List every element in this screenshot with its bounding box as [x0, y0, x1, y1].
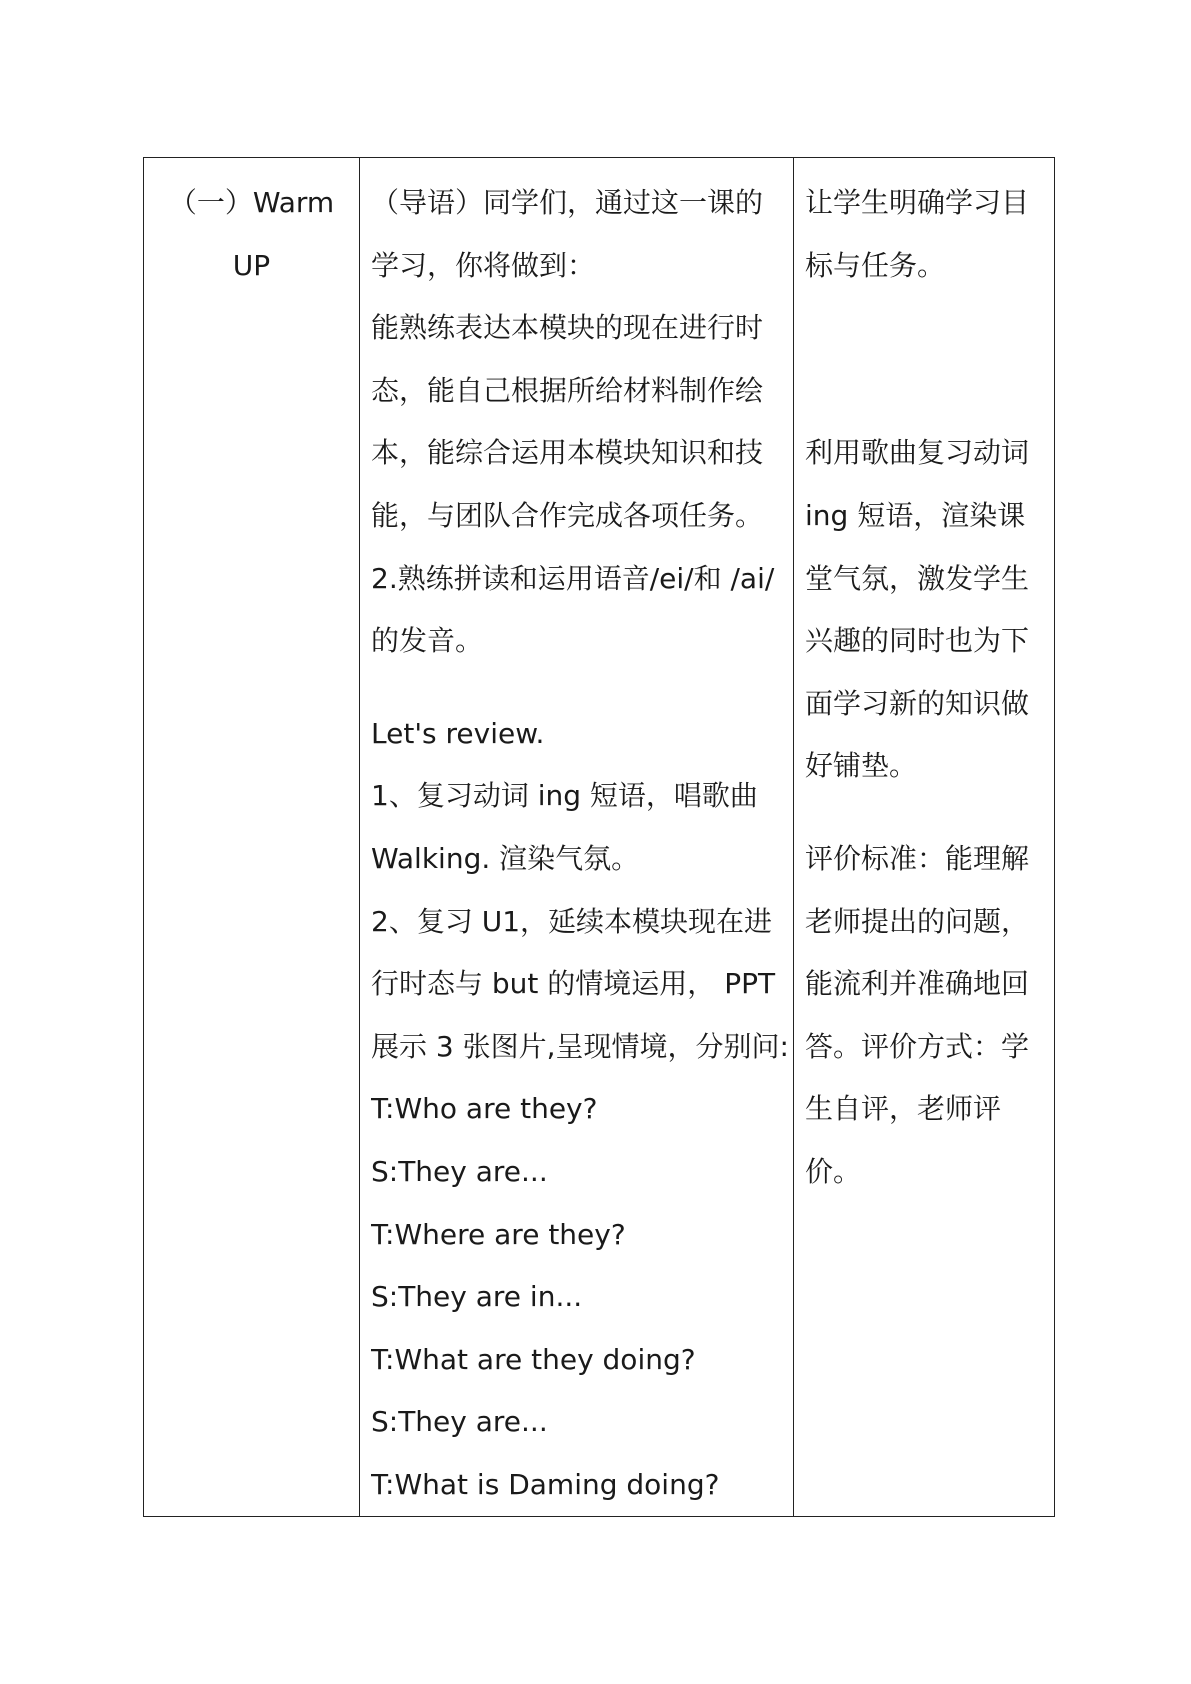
activity-review-line: 行时态与 but 的情境运用， PPT: [371, 967, 776, 1001]
activity-intro-line: 2.熟练拼读和运用语音/ei/和 /ai/: [371, 561, 775, 595]
activity-review-line: S:They are in...: [371, 1280, 583, 1314]
activity-review-line: T:Who are they?: [371, 1092, 598, 1126]
purpose-song-line: 面学习新的知识做: [805, 686, 1030, 720]
purpose-eval-line: 能流利并准确地回: [805, 967, 1030, 1001]
purpose-eval-line: 答。评价方式：学: [805, 1029, 1030, 1063]
purpose-goal-line: 标与任务。: [805, 248, 946, 282]
activity-cell: [360, 158, 794, 1517]
purpose-goal-line: 让学生明确学习目: [805, 186, 1030, 219]
purpose-song-line: ing 短语，渲染课: [805, 498, 1026, 532]
activity-review-line: S:They are...: [371, 1154, 548, 1188]
purpose-eval-line: 评价标准：能理解: [805, 841, 1030, 875]
purpose-eval-line: 老师提出的问题，: [805, 904, 1030, 938]
activity-intro-line: 态，能自己根据所给材料制作绘: [371, 373, 764, 407]
activity-review-line: 展示 3 张图片,呈现情境，分别问:: [371, 1029, 789, 1063]
purpose-song-line: 利用歌曲复习动词: [805, 436, 1030, 470]
purpose-cell: [794, 158, 1055, 1517]
activity-intro-line: 能，与团队合作完成各项任务。: [371, 498, 764, 532]
spacer: [805, 297, 1048, 360]
activity-intro-line: 能熟练表达本模块的现在进行时: [371, 311, 764, 345]
purpose-song-line: 好铺垫。: [805, 749, 918, 783]
stage-line: （一）Warm: [168, 186, 335, 219]
activity-review-line: Let's review.: [371, 716, 545, 750]
table-row: [144, 158, 1055, 1517]
activity-review-line: T:What is Daming doing?: [371, 1467, 720, 1501]
activity-review-line: Walking. 渲染气氛。: [371, 841, 640, 875]
stage-cell: [144, 158, 360, 1517]
activity-review-line: T:Where are they?: [371, 1217, 626, 1251]
activity-intro-line: （导语）同学们，通过这一课的: [371, 186, 764, 219]
purpose-eval-line: 价。: [805, 1154, 862, 1188]
activity-review-line: 2、复习 U1，延续本模块现在进: [371, 904, 773, 938]
purpose-song-line: 堂气氛，激发学生: [805, 561, 1030, 595]
activity-intro-line: 本，能综合运用本模块知识和技: [371, 436, 764, 470]
stage-line: UP: [232, 248, 271, 282]
lesson-plan-table: [143, 157, 1055, 1517]
activity-review-line: S:They are...: [371, 1405, 548, 1439]
spacer: [805, 360, 1048, 423]
purpose-song-line: 兴趣的同时也为下: [805, 624, 1030, 658]
activity-review-line: 1、复习动词 ing 短语，唱歌曲: [371, 779, 758, 813]
activity-intro-line: 的发音。: [371, 624, 484, 658]
purpose-eval-line: 生自评，老师评: [805, 1092, 1002, 1126]
spacer: [805, 798, 1048, 828]
activity-review-line: T:What are they doing?: [371, 1342, 696, 1376]
spacer: [371, 673, 789, 703]
activity-intro-line: 学习，你将做到：: [371, 248, 596, 282]
